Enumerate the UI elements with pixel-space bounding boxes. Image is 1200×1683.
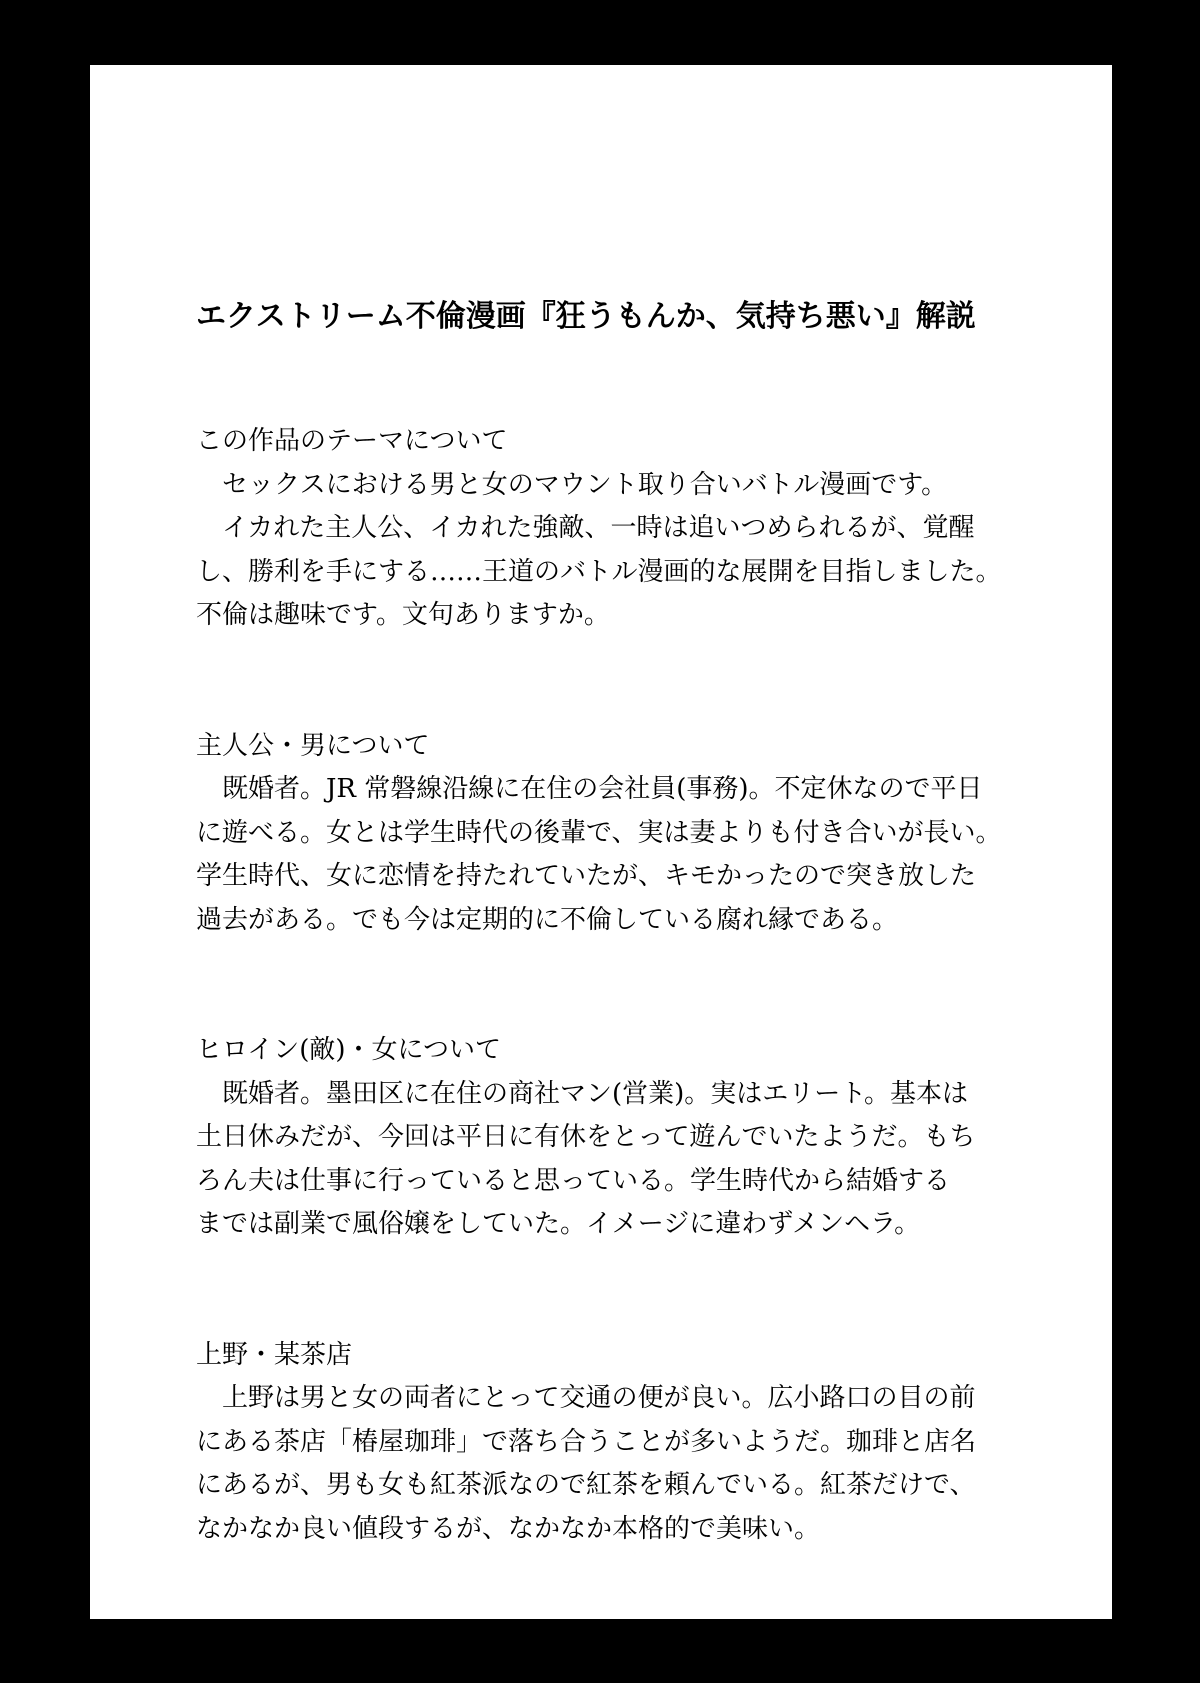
section-location (196, 1334, 1076, 1552)
paragraph-line: 既婚者。JR 常磐線沿線に在住の会社員(事務)。不定休なので平日 (196, 774, 983, 804)
paragraph-line: 学生時代、女に恋情を持たれていたが、キモかったので突き放した (196, 861, 977, 891)
paragraph-line: ろん夫は仕事に行っていると思っている。学生時代から結婚する (196, 1165, 951, 1196)
section-protagonist (196, 725, 1076, 943)
section-heroine (196, 1029, 1076, 1247)
document-title: エクストリーム不倫漫画『狂うもんか、気持ち悪い』解説 (196, 299, 976, 334)
document-body (196, 420, 1076, 1638)
paragraph-line: セックスにおける男と女のマウント取り合いバトル漫画です。 (196, 469, 948, 500)
paragraph-line: に遊べる。女とは学生時代の後輩で、実は妻よりも付き合いが長い。 (196, 817, 1002, 848)
paragraph-line: にある茶店「椿屋珈琲」で落ち合うことが多いようだ。珈琲と店名 (196, 1426, 977, 1457)
paragraph-line: 土日休みだが、今回は平日に有休をとって遊んでいたようだ。もち (196, 1122, 976, 1152)
paragraph-line: 過去がある。でも今は定期的に不倫している腐れ縁である。 (196, 904, 899, 935)
section-heading: 上野・某茶店 (196, 1339, 353, 1370)
document-page (90, 65, 1112, 1619)
paragraph-line: し、勝利を手にする……王道のバトル漫画的な展開を目指しました。 (196, 556, 1002, 587)
paragraph-line: なかなか良い値段するが、なかなか本格的で美味い。 (196, 1513, 821, 1544)
section-heading: この作品のテーマについて (196, 426, 508, 456)
paragraph-line: にあるが、男も女も紅茶派なので紅茶を頼んでいる。紅茶だけで、 (196, 1470, 976, 1500)
paragraph-line: 上野は男と女の両者にとって交通の便が良い。広小路口の目の前 (196, 1383, 976, 1413)
section-heading: ヒロイン(敵)・女について (196, 1035, 501, 1065)
paragraph-line: までは副業で風俗嬢をしていた。イメージに違わずメンヘラ。 (196, 1209, 921, 1239)
paragraph-line: 既婚者。墨田区に在住の商社マン(営業)。実はエリート。基本は (196, 1078, 968, 1109)
section-theme (196, 420, 1076, 638)
paragraph-line: 不倫は趣味です。文句ありますか。 (196, 600, 610, 630)
paragraph-line: イカれた主人公、イカれた強敵、一時は追いつめられるが、覚醒 (196, 513, 975, 543)
section-heading: 主人公・男について (196, 730, 430, 761)
